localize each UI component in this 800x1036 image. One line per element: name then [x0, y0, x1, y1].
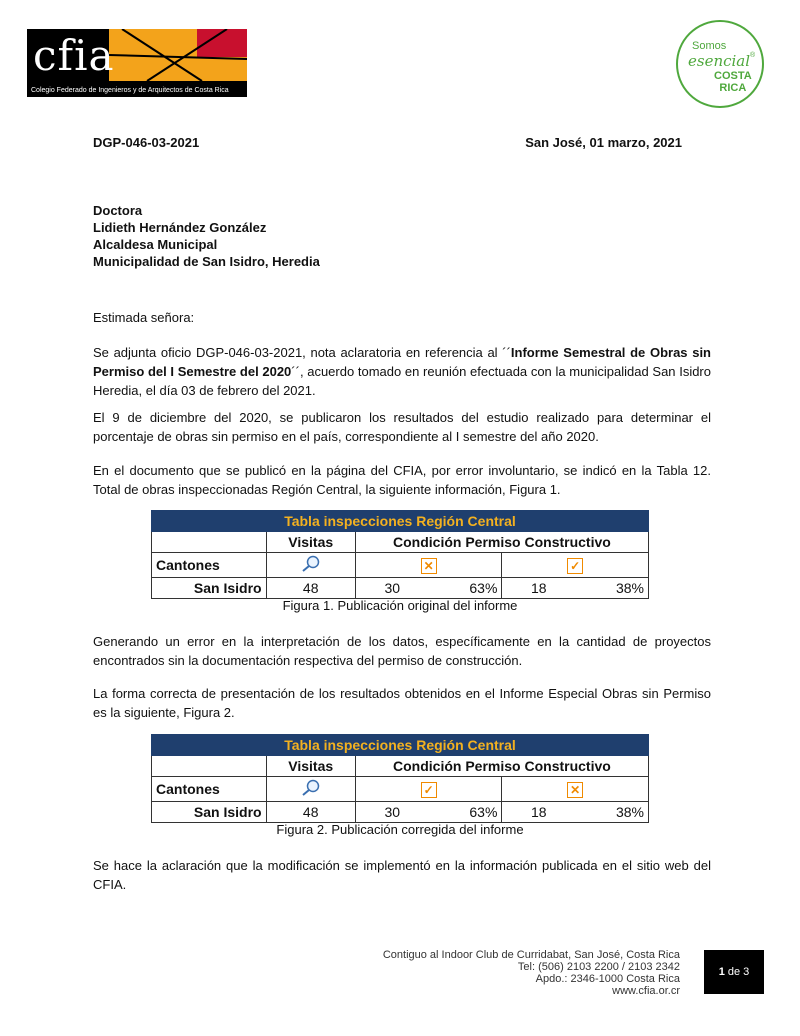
- table1-b-count: 18: [502, 578, 575, 599]
- footer-line4: www.cfia.or.cr: [612, 985, 680, 997]
- paragraph-1: [93, 343, 711, 400]
- check-box-icon: ✓: [421, 782, 437, 798]
- p1-a: Se adjunta oficio DGP-046-03-2021, nota aclaratoria en referencia al ´´: [93, 345, 511, 360]
- footer-line2: Tel: (506) 2103 2200 / 2103 2342: [517, 961, 680, 973]
- badge-reg: ®: [750, 52, 756, 59]
- table1-col-visitas: Visitas: [266, 532, 355, 553]
- p1-c: ´´, acuerdo tomado en reunión efectuada con la municipalidad San Isidro Heredia, el día 03 de febrero del 2021.: [93, 364, 711, 398]
- table1-blank: [152, 532, 267, 553]
- table2-a-count: 30: [355, 802, 428, 823]
- table2-canton-label: San Isidro: [152, 802, 267, 823]
- recipient-block: [93, 202, 320, 270]
- table1-title: Tabla inspecciones Región Central: [152, 511, 649, 532]
- table2-visitas: 48: [266, 802, 355, 823]
- letter-date: San José, 01 marzo, 2021: [525, 135, 682, 150]
- table1-col-condicion: Condición Permiso Constructivo: [355, 532, 648, 553]
- table-figure-2: [151, 734, 649, 823]
- table2-visitas-icon-cell: [266, 777, 355, 802]
- x-box-icon: ✕: [567, 782, 583, 798]
- table1-visitas: 48: [266, 578, 355, 599]
- paragraph-5: La forma correcta de presentación de los resultados obtenidos en el Informe Especial Obras sin Permiso es la siguiente, Figura 2.: [93, 686, 711, 720]
- table2-cantones-label: Cantones: [152, 777, 267, 802]
- x-box-icon: ✕: [421, 558, 437, 574]
- table1-cantones-label: Cantones: [152, 553, 267, 578]
- recipient-org: Municipalidad de San Isidro, Heredia: [93, 254, 320, 269]
- table2-b-pct: 38%: [575, 802, 648, 823]
- logo-subtitle: Colegio Federado de Ingenieros y de Arquitectos de Costa Rica: [31, 87, 229, 94]
- logo-mark: cfia: [33, 31, 115, 80]
- reference-number: DGP-046-03-2021: [93, 135, 200, 150]
- badge-line3a: COSTA: [714, 70, 752, 82]
- table2-icon-a-cell: [355, 777, 502, 802]
- table2-blank: [152, 756, 267, 777]
- recipient-role: Alcaldesa Municipal: [93, 237, 218, 252]
- cfia-logo: [27, 29, 247, 97]
- table1-a-pct: 63%: [429, 578, 502, 599]
- figure-2-caption: Figura 2. Publicación corregida del informe: [276, 822, 524, 837]
- magnifier-icon: [300, 555, 322, 573]
- badge-line1: Somos: [692, 40, 727, 52]
- table1-icon-b-cell: [502, 553, 649, 578]
- badge-line3: [714, 70, 752, 94]
- page-number: 1: [718, 966, 725, 978]
- footer-line3: Apdo.: 2346-1000 Costa Rica: [535, 973, 680, 985]
- table2-icon-b-cell: [502, 777, 649, 802]
- page-indicator: [704, 950, 764, 994]
- footer-line1: Contiguo al Indoor Club de Curridabat, San José, Costa Rica: [382, 949, 680, 961]
- paragraph-4: Generando un error en la interpretación de los datos, específicamente en la cantidad de proyectos encontrados sin la documentación respectiva del permiso de construcción.: [93, 634, 711, 668]
- badge-line3b: RICA: [719, 82, 747, 94]
- paragraph-6: Se hace la aclaración que la modificación se implementó en la información publicada en el sitio web del CFIA.: [93, 858, 711, 892]
- recipient-title: Doctora: [93, 203, 143, 218]
- paragraph-3: En el documento que se publicó en la página del CFIA, por error involuntario, se indicó en la Tabla 12. Total de obras inspeccionadas Región Central, la siguiente información, Figura 1.: [93, 463, 711, 497]
- figure-1-caption: Figura 1. Publicación original del informe: [282, 598, 518, 613]
- table2-col-condicion: Condición Permiso Constructivo: [355, 756, 648, 777]
- check-box-icon: ✓: [567, 558, 583, 574]
- paragraph-2: El 9 de diciembre del 2020, se publicaron los resultados del estudio realizado para determinar el porcentaje de obras sin permiso en el país, correspondiente al I semestre del año 2020.: [93, 410, 711, 444]
- badge-line2: esencial: [688, 52, 751, 70]
- table2-col-visitas: Visitas: [266, 756, 355, 777]
- somos-esencial-badge: [676, 20, 764, 108]
- recipient-name: Lidieth Hernández González: [93, 220, 267, 235]
- table1-a-count: 30: [355, 578, 428, 599]
- table-figure-1: [151, 510, 649, 599]
- greeting: Estimada señora:: [93, 310, 195, 325]
- table2-title: Tabla inspecciones Región Central: [152, 735, 649, 756]
- table1-icon-a-cell: [355, 553, 502, 578]
- magnifier-icon: [300, 779, 322, 797]
- footer-address: [300, 949, 680, 997]
- table2-a-pct: 63%: [429, 802, 502, 823]
- table1-b-pct: 38%: [575, 578, 648, 599]
- table1-visitas-icon-cell: [266, 553, 355, 578]
- table1-canton-label: San Isidro: [152, 578, 267, 599]
- page-of: de 3: [727, 966, 750, 978]
- table2-b-count: 18: [502, 802, 575, 823]
- p1-b: Informe Semestral de Obras sin Permiso del I Semestre del 2020: [93, 345, 711, 379]
